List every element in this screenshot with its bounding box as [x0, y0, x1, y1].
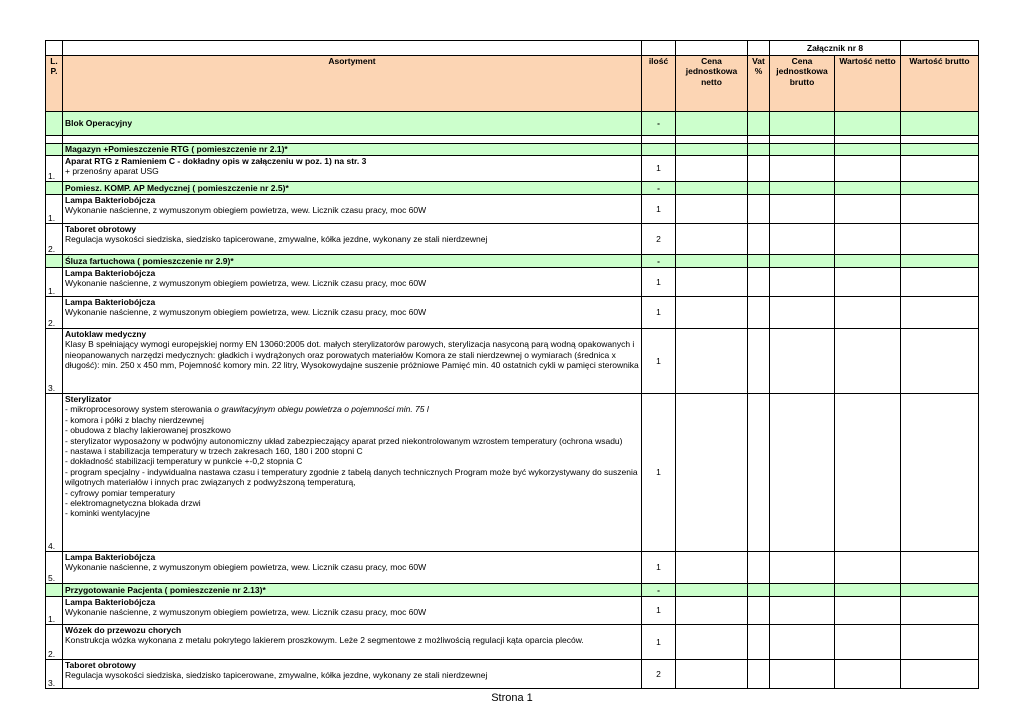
item-qty: 1: [642, 329, 676, 394]
spacer-row: [46, 136, 979, 144]
unit-gross-cell: [770, 224, 835, 255]
row-number: 1.: [46, 195, 63, 224]
total-net-cell: [835, 597, 901, 625]
total-gross-cell: [901, 224, 979, 255]
item-qty: 1: [642, 597, 676, 625]
unit-gross-cell: [770, 195, 835, 224]
item-row: [46, 625, 979, 660]
item-spec-line: - elektromagnetyczna blokada drzwi: [65, 498, 201, 509]
item-description: [63, 552, 642, 584]
total-net-cell: [835, 195, 901, 224]
item-qty: 1: [642, 552, 676, 584]
unit-gross-cell: [770, 297, 835, 329]
item-row: [46, 268, 979, 297]
unit-net-cell: [676, 156, 748, 182]
item-title: Taboret obrotowy: [65, 224, 137, 234]
item-spec-line: - obudowa z blachy lakierowanej proszkowo: [65, 425, 231, 436]
unit-net-cell: [676, 224, 748, 255]
item-row: [46, 195, 979, 224]
total-net-cell: [835, 625, 901, 660]
vat-cell: [748, 625, 770, 660]
row-number: 3.: [46, 660, 63, 689]
total-gross-cell: [901, 625, 979, 660]
header-total-net: Wartość netto: [835, 56, 901, 112]
unit-gross-cell: [770, 268, 835, 297]
header-qty: ilość: [642, 56, 676, 112]
price-table: [45, 40, 979, 689]
section-row: [46, 144, 979, 156]
header-row: [46, 56, 979, 112]
total-net-cell: [835, 329, 901, 394]
header-item: Asortyment: [63, 56, 642, 112]
item-qty: 2: [642, 224, 676, 255]
total-gross-cell: [901, 597, 979, 625]
item-spec-line: Wykonanie naścienne, z wymuszonym obiegiem powietrza, wew. Licznik czasu pracy, moc 60W: [65, 607, 427, 618]
header-lp: L. P.: [46, 56, 63, 112]
total-net-cell: [835, 268, 901, 297]
row-number: 2.: [46, 625, 63, 660]
total-gross-cell: [901, 394, 979, 552]
unit-net-cell: [676, 297, 748, 329]
unit-net-cell: [676, 329, 748, 394]
vat-cell: [748, 268, 770, 297]
item-title: Wózek do przewozu chorych: [65, 625, 182, 635]
total-gross-cell: [901, 195, 979, 224]
total-gross-cell: [901, 660, 979, 689]
row-number: 2.: [46, 224, 63, 255]
item-title: Lampa Bakteriobójcza: [65, 552, 156, 562]
item-spec-line: Klasy B spełniający wymogi europejskiej normy EN 13060:2005 dot. małych sterylizatorów parowych, sterylizacja nasyconą parą wodną opakowanych i nieopanowanych narzędzi medycznych: gładkich i wydrążonych oraz porowatych materiałów Komora ze stali nierdzewnej o wymiarach (średnica x długość): min. 250 x 450 mm, Pojemność komory min. 22 litry, Wysokowydajne suszenie próżniowe Pamięć min. 40 ostatnich cykli w pamięci sterownika: [65, 339, 639, 371]
row-number: 1.: [46, 156, 63, 182]
section-row: [46, 255, 979, 268]
vat-cell: [748, 597, 770, 625]
item-spec-italic: o grawitacyjnym obiegu powietrza o pojemności min. 75 l: [214, 404, 429, 415]
total-net-cell: [835, 224, 901, 255]
item-spec-line: - sterylizator wyposażony w podwójny autonomiczny układ zabezpieczający aparat przed niekontrolowanym wzrostem temperatury (ochrona wsadu): [65, 435, 623, 446]
section-label: Magazyn +Pomieszczenie RTG ( pomieszczenie nr 2.1)*: [63, 144, 642, 156]
total-gross-cell: [901, 297, 979, 329]
item-spec-line: Wykonanie naścienne, z wymuszonym obiegiem powietrza, wew. Licznik czasu pracy, moc 60W: [65, 205, 427, 216]
item-description: [63, 394, 642, 552]
unit-gross-cell: [770, 552, 835, 584]
item-qty: 1: [642, 394, 676, 552]
item-title: Sterylizator: [65, 394, 112, 404]
total-net-cell: [835, 394, 901, 552]
section-qty: -: [642, 584, 676, 597]
item-row: [46, 329, 979, 394]
item-qty: 1: [642, 156, 676, 182]
item-spec-text: - mikroprocesorowy system sterowania: [65, 404, 215, 415]
unit-net-cell: [676, 660, 748, 689]
unit-net-cell: [676, 552, 748, 584]
total-net-cell: [835, 660, 901, 689]
item-spec-line: Regulacja wysokości siedziska, siedzisko tapicerowane, zmywalne, kółka jezdne, wykonany ze stali nierdzewnej: [65, 234, 488, 245]
item-row: [46, 597, 979, 625]
item-title: Autoklaw medyczny: [65, 329, 147, 339]
total-gross-cell: [901, 156, 979, 182]
item-spec-line: Regulacja wysokości siedziska, siedzisko tapicerowane, zmywalne, kółka jezdne, wykonany ze stali nierdzewnej: [65, 670, 488, 681]
item-spec-line: - cyfrowy pomiar temperatury: [65, 487, 176, 498]
item-spec-line: Wykonanie naścienne, z wymuszonym obiegiem powietrza, wew. Licznik czasu pracy, moc 60W: [65, 278, 427, 289]
unit-gross-cell: [770, 625, 835, 660]
header-unit-net: Cena jednostkowa netto: [676, 56, 748, 112]
vat-cell: [748, 329, 770, 394]
annex-row: [46, 41, 979, 56]
section-qty: -: [642, 255, 676, 268]
section-qty: -: [642, 182, 676, 195]
header-vat: Vat %: [748, 56, 770, 112]
row-number: 1.: [46, 268, 63, 297]
unit-net-cell: [676, 394, 748, 552]
item-qty: 1: [642, 268, 676, 297]
item-spec-line: - dokładność stabilizacji temperatury w punkcie +-0,2 stopnia C: [65, 456, 303, 467]
vat-cell: [748, 297, 770, 329]
item-description: [63, 660, 642, 689]
section-qty: -: [642, 112, 676, 136]
unit-net-cell: [676, 625, 748, 660]
item-title: Lampa Bakteriobójcza: [65, 297, 156, 307]
row-number: 4.: [46, 394, 63, 552]
unit-gross-cell: [770, 660, 835, 689]
item-spec-line: - kominki wentylacyjne: [65, 508, 151, 519]
section-qty: [642, 144, 676, 156]
item-description: [63, 297, 642, 329]
vat-cell: [748, 552, 770, 584]
item-description: [63, 224, 642, 255]
item-row: [46, 552, 979, 584]
section-label: Przygotowanie Pacjenta ( pomieszczenie nr 2.13)*: [63, 584, 642, 597]
item-title: Taboret obrotowy: [65, 660, 137, 670]
total-gross-cell: [901, 552, 979, 584]
item-description: [63, 597, 642, 625]
unit-gross-cell: [770, 394, 835, 552]
section-row: [46, 182, 979, 195]
item-spec-line: - komora i półki z blachy nierdzewnej: [65, 414, 204, 425]
item-spec-line: Wykonanie naścienne, z wymuszonym obiegiem powietrza, wew. Licznik czasu pracy, moc 60W: [65, 307, 427, 318]
section-label: Pomiesz. KOMP. AP Medycznej ( pomieszczenie nr 2.5)*: [63, 182, 642, 195]
item-title: Lampa Bakteriobójcza: [65, 268, 156, 278]
row-number: 2.: [46, 297, 63, 329]
item-description: [63, 156, 642, 182]
item-description: [63, 268, 642, 297]
item-spec-line: Konstrukcja wózka wykonana z metalu pokrytego lakierem proszkowym. Leże 2 segmentowe z możliwością regulacji kąta oparcia pleców.: [65, 635, 584, 646]
item-spec-line: [65, 404, 639, 414]
unit-net-cell: [676, 597, 748, 625]
total-net-cell: [835, 297, 901, 329]
section-label: Śluza fartuchowa ( pomieszczenie nr 2.9)*: [63, 255, 642, 268]
unit-gross-cell: [770, 329, 835, 394]
vat-cell: [748, 394, 770, 552]
item-qty: 1: [642, 625, 676, 660]
page-number: Strona 1: [491, 692, 533, 704]
unit-gross-cell: [770, 156, 835, 182]
total-gross-cell: [901, 268, 979, 297]
header-unit-gross: Cena jednostkowa brutto: [770, 56, 835, 112]
item-row: [46, 156, 979, 182]
annex-label: Załącznik nr 8: [770, 41, 901, 56]
item-title: Lampa Bakteriobójcza: [65, 597, 156, 607]
vat-cell: [748, 660, 770, 689]
item-qty: 1: [642, 297, 676, 329]
item-description: [63, 195, 642, 224]
item-spec-line: Wykonanie naścienne, z wymuszonym obiegiem powietrza, wew. Licznik czasu pracy, moc 60W: [65, 562, 427, 573]
item-spec-line: + przenośny aparat USG: [65, 166, 159, 177]
row-number: 1.: [46, 597, 63, 625]
item-description: [63, 625, 642, 660]
header-total-gross: Wartość brutto: [901, 56, 979, 112]
section-label: Blok Operacyjny: [63, 112, 642, 136]
vat-cell: [748, 224, 770, 255]
unit-net-cell: [676, 195, 748, 224]
row-number: 3.: [46, 329, 63, 394]
unit-net-cell: [676, 268, 748, 297]
item-title: Aparat RTG z Ramieniem C - dokładny opis w załączeniu w poz. 1) na str. 3: [65, 156, 367, 166]
section-row: [46, 112, 979, 136]
item-description: [63, 329, 642, 394]
item-qty: 1: [642, 195, 676, 224]
total-net-cell: [835, 156, 901, 182]
vat-cell: [748, 156, 770, 182]
item-row: [46, 297, 979, 329]
section-row: [46, 584, 979, 597]
item-row: [46, 660, 979, 689]
row-number: 5.: [46, 552, 63, 584]
item-qty: 2: [642, 660, 676, 689]
item-row: [46, 394, 979, 552]
unit-gross-cell: [770, 597, 835, 625]
item-row: [46, 224, 979, 255]
item-spec-line: - program specjalny - indywidualna nastawa czasu i temperatury zgodnie z tabelą danych technicznych Program może być wykorzystywany do suszenia wilgotnych materiałów i innych prac związanych z podwyższoną temperaturą,: [65, 466, 638, 488]
item-title: Lampa Bakteriobójcza: [65, 195, 156, 205]
total-net-cell: [835, 552, 901, 584]
item-spec-line: - nastawa i stabilizacja temperatury w trzech zakresach 160, 180 i 200 stopni C: [65, 446, 363, 457]
vat-cell: [748, 195, 770, 224]
total-gross-cell: [901, 329, 979, 394]
